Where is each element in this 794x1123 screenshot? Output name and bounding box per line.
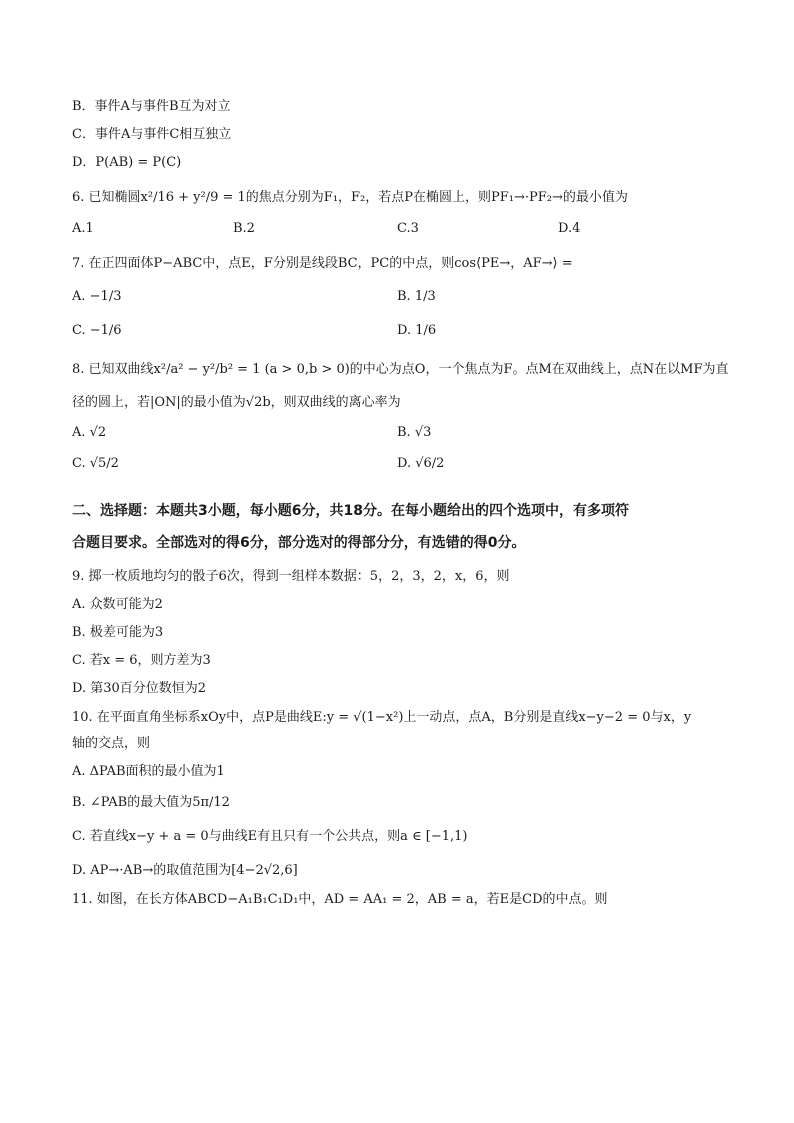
- q6-option-c: C.3: [397, 221, 419, 236]
- q8-option-d: D. √6/2: [397, 456, 445, 471]
- q5-option-c: C．事件A与事件C相互独立: [72, 127, 232, 142]
- q7-option-d: D. 1/6: [397, 323, 437, 338]
- q8-option-a: A. √2: [72, 425, 107, 440]
- q6-option-b: B.2: [233, 221, 255, 236]
- q6-option-d: D.4: [558, 221, 581, 236]
- section-heading-line1: 二、选择题：本题共3小题，每小题6分，共18分。在每小题给出的四个选项中，有多项符: [72, 503, 629, 519]
- q6-option-a: A.1: [72, 221, 94, 236]
- q8-option-c: C. √5/2: [72, 456, 119, 471]
- q6-stem: 6. 已知椭圆x²/16 + y²/9 = 1的焦点分别为F₁，F₂，若点P在椭圆上，则PF₁→·PF₂→的最小值为: [72, 190, 628, 205]
- q9-stem: 9. 掷一枚质地均匀的骰子6次，得到一组样本数据：5，2，3，2，x，6，则: [72, 569, 510, 584]
- q9-option-b: B. 极差可能为3: [72, 625, 164, 640]
- q10-option-a: A. ΔPAB面积的最小值为1: [72, 764, 225, 779]
- q7-option-a: A. −1/3: [72, 289, 122, 304]
- q7-option-b: B. 1/3: [397, 289, 436, 304]
- q7-option-c: C. −1/6: [72, 323, 122, 338]
- q5-option-d: D．P(AB) = P(C): [72, 155, 182, 170]
- q10-stem-line2: 轴的交点，则: [72, 736, 151, 751]
- q8-stem-line2: 径的圆上，若|ON|的最小值为√2b，则双曲线的离心率为: [72, 395, 401, 410]
- q8-option-b: B. √3: [397, 425, 432, 440]
- q8-stem-line1: 8. 已知双曲线x²/a² − y²/b² = 1 (a > 0,b > 0)的中心为点O，一个焦点为F。点M在双曲线上，点N在以MF为直: [72, 362, 729, 377]
- q7-stem: 7. 在正四面体P−ABC中，点E，F分别是线段BC，PC的中点，则cos⟨PE→，AF→⟩ =: [72, 256, 573, 271]
- q10-option-b: B. ∠PAB的最大值为5π/12: [72, 795, 230, 810]
- q11-stem: 11. 如图，在长方体ABCD−A₁B₁C₁D₁中，AD = AA₁ = 2，AB = a，若E是CD的中点。则: [72, 892, 608, 907]
- section-heading-line2: 合题目要求。全部选对的得6分，部分选对的得部分分，有选错的得0分。: [72, 535, 526, 551]
- q10-option-d: D. AP→·AB→的取值范围为[4−2√2,6]: [72, 863, 298, 878]
- q10-option-c: C. 若直线x−y + a = 0与曲线E有且只有一个公共点，则a ∈ [−1,1): [72, 829, 468, 844]
- q9-option-a: A. 众数可能为2: [72, 597, 163, 612]
- q10-stem-line1: 10. 在平面直角坐标系xOy中，点P是曲线E:y = √(1−x²)上一动点，点A，B分别是直线x−y−2 = 0与x，y: [72, 710, 692, 725]
- q9-option-c: C. 若x = 6，则方差为3: [72, 653, 211, 668]
- q5-option-b: B．事件A与事件B互为对立: [72, 99, 231, 114]
- q9-option-d: D. 第30百分位数恒为2: [72, 681, 207, 696]
